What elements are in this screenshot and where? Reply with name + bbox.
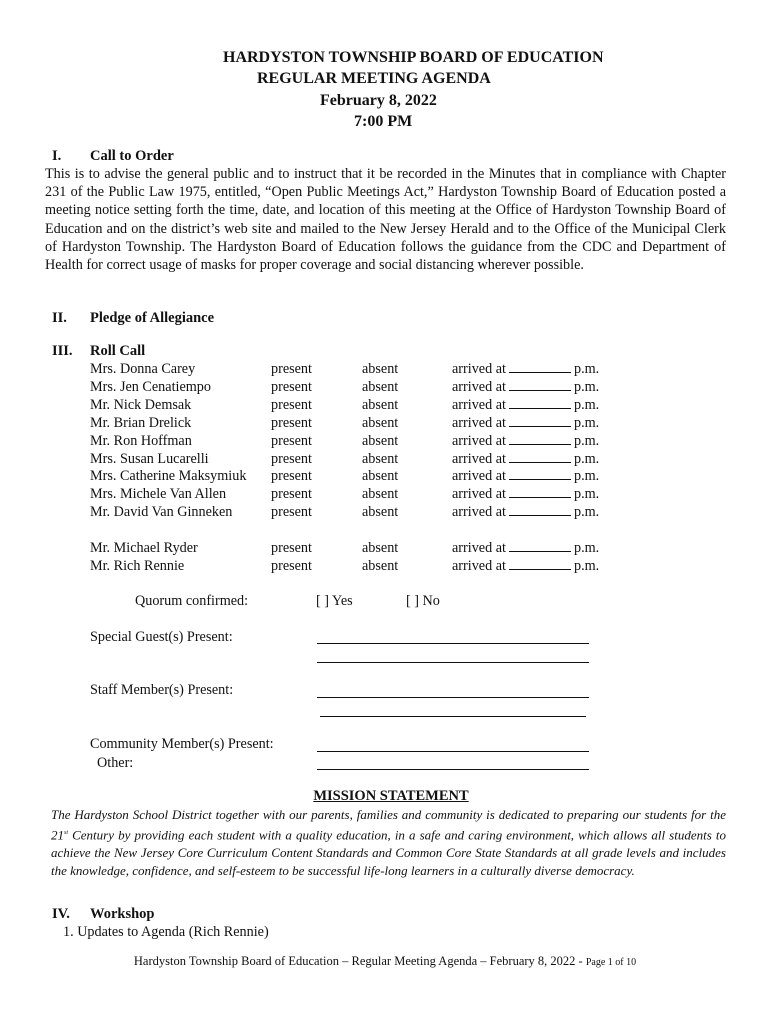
arrived-at (452, 558, 599, 575)
absent-option: absent (362, 468, 399, 484)
pm-label: p.m. (573, 433, 600, 449)
mission-text-a: The Hardyston School District together with our parents, families and community is dedicated to preparing our students for the 21 (51, 807, 726, 843)
arrived-at (452, 433, 599, 450)
present-option: present (271, 415, 312, 431)
present-option: present (271, 451, 312, 467)
present-option: present (271, 361, 312, 377)
other-label: Other: (97, 755, 134, 771)
present-option: present (271, 540, 312, 556)
arrival-time-blank (509, 415, 571, 427)
pm-label: p.m. (573, 415, 600, 431)
member-name: Mr. David Van Ginneken (90, 504, 233, 520)
arrived-at (452, 397, 599, 414)
arrived-label: arrived at (452, 468, 506, 484)
guest-line-1 (317, 643, 589, 644)
page-number: Page 1 of 10 (585, 957, 637, 968)
absent-option: absent (362, 433, 399, 449)
page-footer (0, 954, 770, 969)
arrival-time-blank (509, 433, 571, 445)
arrived-at (452, 361, 599, 378)
arrived-at (452, 415, 599, 432)
present-option: present (271, 433, 312, 449)
arrival-time-blank (509, 558, 571, 570)
agenda-page: HARDYSTON TOWNSHIP BOARD OF EDUCATION REGULAR MEETING AGENDA February 8, 2022 7:00 PM I. Call to Order This is to advise the general public and to instruct that it be recorded in the Minutes that in compliance with Chapter 231 of the Public Law 1975, entitled, “Open Public Meetings Act,” Hardyston Township Board of Education posted a meeting notice setting forth the time, date, and location of this meeting at the Office of Hardyston Township Board of Education and on the district’s web site and mailed to the New Jersey Herald and to the Office of the Municipal Clerk of Hardyston Township. The Hardyston Board of Education follows the guidance from the CDC and Department of Health for correct usage of masks for proper coverage and social distancing wherever possible. II. Pledge of Allegiance III. Roll Call Mrs. Donna Carey present absent arrived at p.m. Mrs. Jen Cenatiempo present absent arrived at p.m. Mr. Nick Demsak present absent arrived at p.m. Mr. Brian Drelick present absent arrived at p.m. Mr. Ron Hoffman present absent arrived at p.m. Mrs. Susan Lucarelli present absent arrived at p.m. Mrs. Catherine Maksymiuk present absent arrived at p.m. Mrs. Michele Van Allen present absent arrived at p.m. Mr. David Van Ginneken present absent arrived at p.m. Mr. Michael Ryder present absent arrived at p.m. Mr. Rich Rennie present absent arrived at p.m. Quorum confirmed: [ ] Yes [ ] No Special Guest(s) Present: Staff Member(s) Present: Community Member(s) Present: Other: MISSION STATEMENT The Hardyston School District together with our parents, families and community is dedicated to preparing our students for the 21st Century by providing each student with a quality education, in a safe and caring environment, which allows all students to achieve the New Jersey Core Curriculum Content Standards and Common Core State Standards at all grade levels and includes the knowledge, confidence, and self-esteem to be successful life-long learners in a culturally diverse democracy. IV. Workshop 1. Updates to Agenda (Rich Rennie) Hardyston Township Board of Education – Regular Meeting Agenda – February 8, 2022 - Page 1 of 10 (0, 0, 770, 1024)
pm-label: p.m. (573, 486, 600, 502)
arrival-time-blank (509, 451, 571, 463)
member-name: Mrs. Catherine Maksymiuk (90, 468, 247, 484)
member-name: Mrs. Jen Cenatiempo (90, 379, 211, 395)
arrived-label: arrived at (452, 379, 506, 395)
absent-option: absent (362, 415, 399, 431)
pm-label: p.m. (573, 379, 600, 395)
absent-option: absent (362, 379, 399, 395)
arrived-label: arrived at (452, 397, 506, 413)
absent-option: absent (362, 558, 399, 574)
absent-option: absent (362, 451, 399, 467)
arrival-time-blank (509, 486, 571, 498)
pm-label: p.m. (573, 558, 600, 574)
arrived-label: arrived at (452, 415, 506, 431)
member-name: Mr. Ron Hoffman (90, 433, 192, 449)
agenda-title: REGULAR MEETING AGENDA (257, 70, 491, 87)
pm-label: p.m. (573, 451, 600, 467)
member-name: Mrs. Susan Lucarelli (90, 451, 209, 467)
mission-sup: st (64, 830, 69, 836)
pm-label: p.m. (573, 504, 600, 520)
quorum-no: [ ] No (406, 593, 440, 609)
present-option: present (271, 468, 312, 484)
member-name: Mr. Brian Drelick (90, 415, 192, 431)
community-members-label: Community Member(s) Present: (90, 736, 274, 752)
absent-option: absent (362, 540, 399, 556)
meeting-date: February 8, 2022 (320, 92, 437, 109)
member-name: Mr. Nick Demsak (90, 397, 192, 413)
member-name: Mr. Rich Rennie (90, 558, 185, 574)
arrival-time-blank (509, 361, 571, 373)
arrival-time-blank (509, 540, 571, 552)
other-line (317, 769, 589, 770)
staff-line-1 (317, 697, 589, 698)
special-guests-label: Special Guest(s) Present: (90, 629, 233, 645)
arrived-label: arrived at (452, 451, 506, 467)
present-option: present (271, 504, 312, 520)
quorum-yes: [ ] Yes (316, 593, 353, 609)
member-name: Mrs. Donna Carey (90, 361, 196, 377)
arrived-at (452, 504, 599, 521)
arrival-time-blank (509, 468, 571, 480)
pm-label: p.m. (573, 540, 600, 556)
community-line (317, 751, 589, 752)
mission-statement (51, 806, 726, 880)
guest-line-2 (317, 662, 589, 663)
arrived-at (452, 451, 599, 468)
arrived-at (452, 379, 599, 396)
org-title: HARDYSTON TOWNSHIP BOARD OF EDUCATION (223, 49, 604, 66)
arrived-label: arrived at (452, 433, 506, 449)
staff-line-2 (320, 716, 586, 717)
mission-title: MISSION STATEMENT (313, 788, 469, 804)
absent-option: absent (362, 504, 399, 520)
pm-label: p.m. (573, 468, 600, 484)
quorum-label: Quorum confirmed: (135, 593, 249, 609)
arrived-at (452, 486, 599, 503)
present-option: present (271, 397, 312, 413)
arrival-time-blank (509, 504, 571, 516)
arrived-at (452, 468, 599, 485)
staff-members-label: Staff Member(s) Present: (90, 682, 234, 698)
arrived-label: arrived at (452, 504, 506, 520)
absent-option: absent (362, 486, 399, 502)
arrival-time-blank (509, 379, 571, 391)
present-option: present (271, 379, 312, 395)
member-name: Mrs. Michele Van Allen (90, 486, 227, 502)
mission-text-b: Century by providing each student with a quality education, in a safe and caring environment, which allows all students to achieve the New Jersey Core Curriculum Content Standards and Common Core State Standards at all grade levels and includes the knowledge, confidence, and self-esteem to be successful life-long learners in a culturally diverse democracy. (51, 827, 726, 879)
arrived-label: arrived at (452, 540, 506, 556)
absent-option: absent (362, 397, 399, 413)
present-option: present (271, 558, 312, 574)
arrived-label: arrived at (452, 361, 506, 377)
arrived-label: arrived at (452, 558, 506, 574)
present-option: present (271, 486, 312, 502)
workshop-item: 1. Updates to Agenda (Rich Rennie) (63, 924, 269, 940)
footer-text: Hardyston Township Board of Education – Regular Meeting Agenda – February 8, 2022 - (133, 954, 586, 968)
call-to-order-text: This is to advise the general public and to instruct that it be recorded in the Minutes that in compliance with Chapter 231 of the Public Law 1975, entitled, “Open Public Meetings Act,” Hardyston Township Board of Education posted a meeting notice setting forth the time, date, and location of this meeting at the Office of Hardyston Township Board of Education and on the district’s web site and mailed to the New Jersey Herald and to the Office of the Municipal Clerk of Hardyston Township. The Hardyston Board of Education follows the guidance from the CDC and Department of Health for correct usage of masks for proper coverage and social distancing wherever possible. (45, 166, 726, 274)
member-name: Mr. Michael Ryder (90, 540, 198, 556)
arrived-label: arrived at (452, 486, 506, 502)
pm-label: p.m. (573, 397, 600, 413)
absent-option: absent (362, 361, 399, 377)
pm-label: p.m. (573, 361, 600, 377)
arrival-time-blank (509, 397, 571, 409)
meeting-time: 7:00 PM (354, 113, 413, 130)
arrived-at (452, 540, 599, 557)
